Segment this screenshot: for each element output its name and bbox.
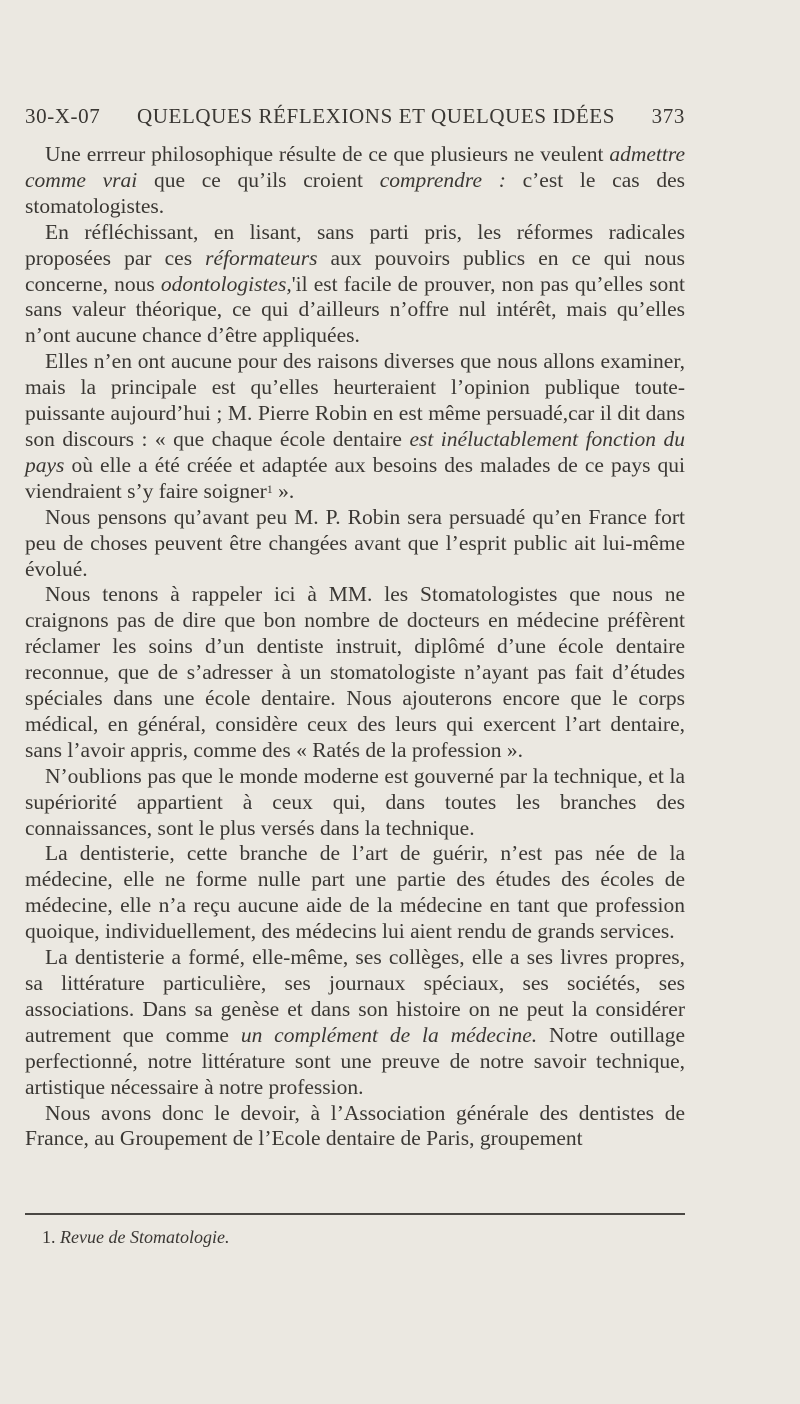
paragraph-5: Nous tenons à rappeler ici à MM. les Stomatologistes que nous ne craignons pas de dire que bon nombre de docteurs en médecine préfèrent réclamer les soins d’un dentiste instruit, diplômé d’une école dentaire reconnue, que de s’adresser à un stomatologiste n’ayant pas fait d’études spéciales dans une école dentaire. Nous ajouterons encore que le corps médical, en général, considère ceux des leurs qui exercent l’art dentaire, sans l’avoir appris, comme des « Ratés de la profession ».	[25, 582, 685, 762]
running-header	[25, 104, 685, 134]
paragraph-2: En réfléchissant, en lisant, sans parti pris, les réformes radicales proposées par ces réformateurs aux pouvoirs publics en ce qui nous concerne, nous odontologistes,'il est facile de prouver, non pas qu’elles sont sans valeur théorique, ce qui d’ailleurs n’offre nul intérêt, mais qu’elles n’ont aucune chance d’être appliquées.	[25, 219, 685, 348]
paragraph-4: Nous pensons qu’avant peu M. P. Robin sera persuadé qu’en France fort peu de choses peuvent être changées avant que l’esprit public ait lui-même évolué.	[25, 504, 685, 581]
paragraph-6: N’oublions pas que le monde moderne est gouverné par la technique, et la supériorité appartient à ceux qui, dans toutes les branches des connaissances, sont le plus versés dans la technique.	[25, 763, 685, 840]
paragraph-9: Nous avons donc le devoir, à l’Association générale des dentistes de France, au Groupement de l’Ecole dentaire de Paris, groupement	[25, 1100, 685, 1151]
footnote-number: 1.	[42, 1227, 56, 1247]
paragraph-8: La dentisterie a formé, elle-même, ses collèges, elle a ses livres propres, sa littérature particulière, ses journaux spéciaux, ses sociétés, ses associations. Dans sa genèse et dans son histoire on ne peut la considérer autrement que comme un complément de la médecine. Notre outillage perfectionné, notre littérature sont une preuve de notre savoir technique, artistique nécessaire à notre profession.	[25, 945, 685, 1099]
paragraph-7: La dentisterie, cette branche de l’art de guérir, n’est pas née de la médecine, elle ne forme nulle part une partie des études des écoles de médecine, elle n’a reçu aucune aide de la médecine en tant que profession quoique, individuellement, des médecins lui aient rendu de grands services.	[25, 841, 685, 944]
page-number: 373	[651, 104, 685, 128]
footnote-divider	[25, 1213, 685, 1215]
paragraph-3: Elles n’en ont aucune pour des raisons diverses que nous allons examiner, mais la principale est qu’elles heurteraient l’opinion publique toute-puissante aujourd’hui ; M. Pierre Robin en est même persuadé,car il dit dans son discours : « que chaque école dentaire est inéluctablement fonction du pays où elle a été créée et adaptée aux besoins des malades de ce pays qui viendraient s’y faire soigner$^1$ ».	[25, 349, 685, 503]
header-date: 30-X-07	[25, 104, 101, 128]
paragraph-1: Une errreur philosophique résulte de ce que plusieurs ne veulent admettre comme vrai que ce qu’ils croient comprendre : c’est le cas des stomatologistes.	[25, 142, 685, 218]
header-title: QUELQUES RÉFLEXIONS ET QUELQUES IDÉES	[137, 104, 615, 128]
footnote-reference: 1	[266, 481, 273, 496]
footnote	[42, 1226, 682, 1248]
footnote-text: Revue de Stomatologie.	[60, 1227, 230, 1247]
body-text	[25, 142, 685, 1152]
